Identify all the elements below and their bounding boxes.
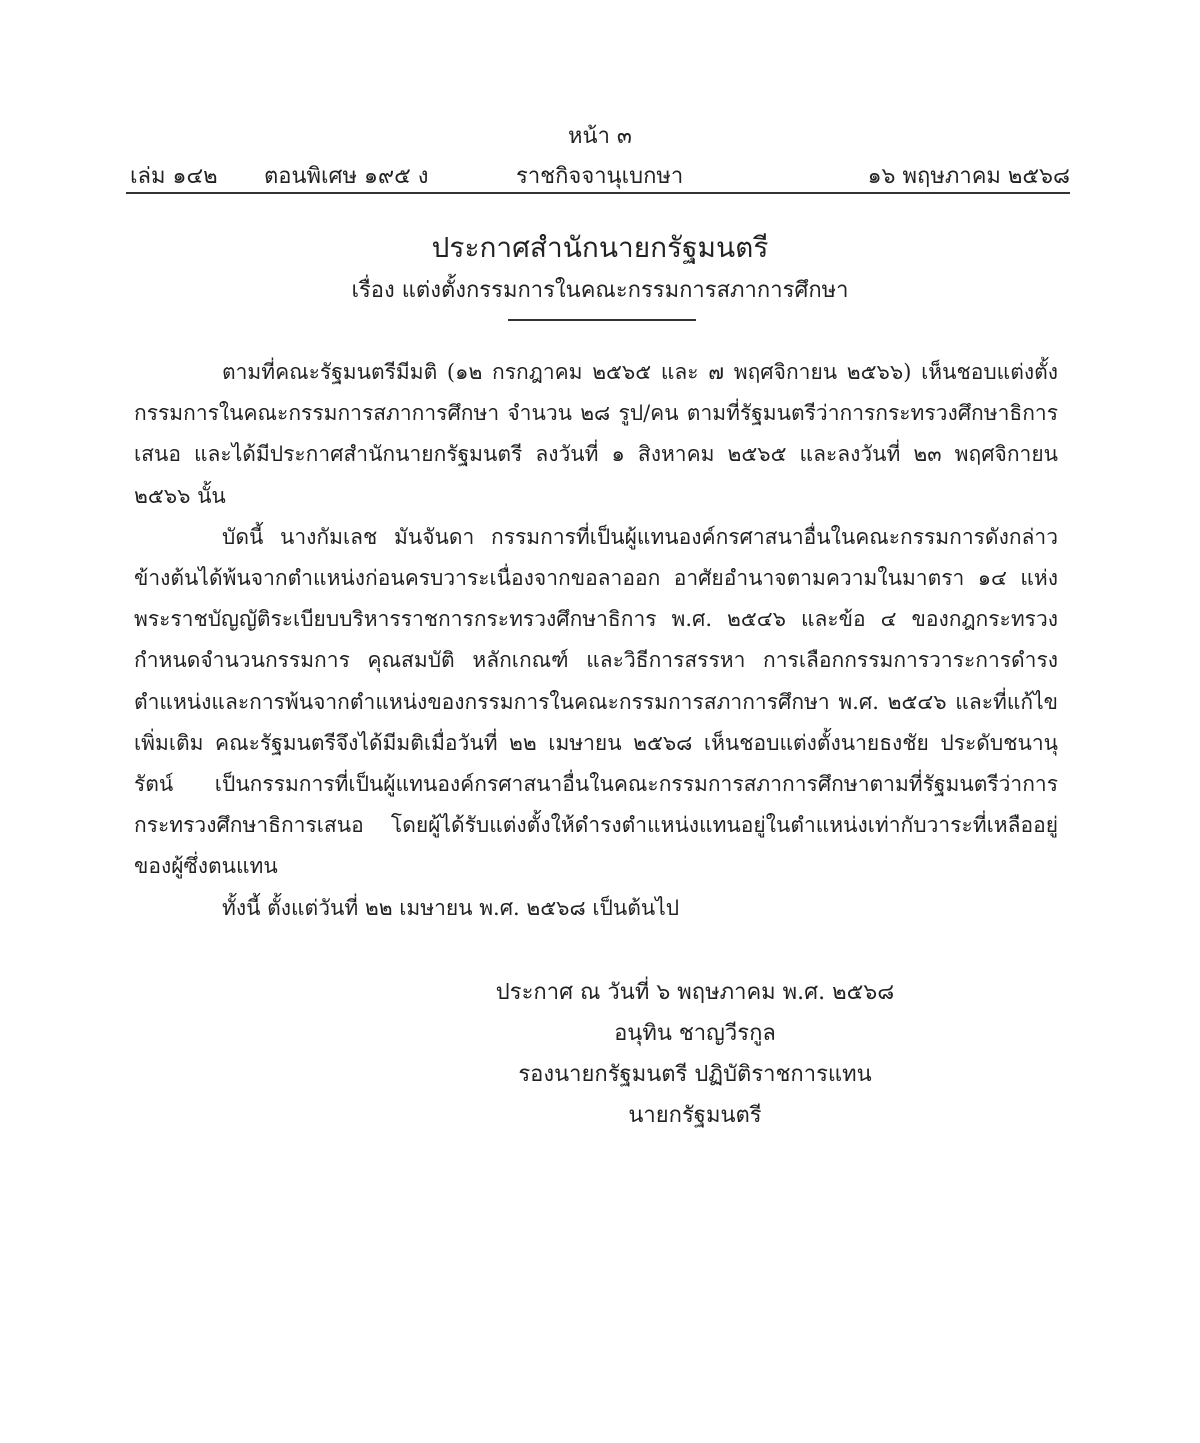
paragraph-1: ตามที่คณะรัฐมนตรีมีมติ (๑๒ กรกฎาคม ๒๕๖๕ และ ๗ พฤศจิกายน ๒๕๖๖) เห็นชอบแต่งตั้งกรรมการในคณะกรรมการสภาการศึกษา จำนวน ๒๘ รูป/คน ตามที่รัฐมนตรีว่าการกระทรวงศึกษาธิการเสนอ และได้มีประกาศสำนักนายกรัฐมนตรี ลงวันที่ ๑ สิงหาคม ๒๕๖๕ และลงวันที่ ๒๓ พฤศจิกายน ๒๕๖๖ นั้น	[134, 360, 1058, 508]
publication-date: ๑๖ พฤษภาคม ๒๕๖๘	[867, 164, 1070, 189]
signature-block	[460, 972, 930, 1136]
section-label: ตอนพิเศษ ๑๙๕ ง	[264, 164, 429, 189]
signatory-name: อนุทิน ชาญวีรกูล	[614, 1021, 776, 1046]
gazette-header	[130, 158, 1070, 190]
signatory-position-2: นายกรัฐมนตรี	[628, 1103, 762, 1128]
title-divider	[508, 319, 696, 321]
announcement-title: ประกาศสำนักนายกรัฐมนตรี	[431, 231, 769, 264]
paragraph-3: ทั้งนี้ ตั้งแต่วันที่ ๒๒ เมษายน พ.ศ. ๒๕๖๘ เป็นต้นไป	[222, 895, 680, 920]
announcement-body	[134, 352, 1058, 929]
page-number: หน้า ๓	[568, 124, 632, 149]
signatory-position: รองนายกรัฐมนตรี ปฏิบัติราชการแทน	[518, 1062, 872, 1087]
paragraph-2: บัดนี้ นางกัมเลช มันจันดา กรรมการที่เป็นผู้แทนองค์กรศาสนาอื่นในคณะกรรมการดังกล่าวข้างต้นได้พ้นจากตำแหน่งก่อนครบวาระเนื่องจากขอลาออก อาศัยอำนาจตามความในมาตรา ๑๔ แห่งพระราชบัญญัติระเบียบบริหารราชการกระทรวงศึกษาธิการ พ.ศ. ๒๕๔๖ และข้อ ๔ ของกฎกระทรวงกำหนดจำนวนกรรมการ คุณสมบัติ หลักเกณฑ์ และวิธีการสรรหา การเลือกกรรมการวาระการดำรงตำแหน่งและการพ้นจากตำแหน่งของกรรมการในคณะกรรมการสภาการศึกษา พ.ศ. ๒๕๔๖ และที่แก้ไขเพิ่มเติม คณะรัฐมนตรีจึงได้มีมติเมื่อวันที่ ๒๒ เมษายน ๒๕๖๘ เห็นชอบแต่งตั้งนายธงชัย ประดับชนานุรัตน์ เป็นกรรมการที่เป็นผู้แทนองค์กรศาสนาอื่นในคณะกรรมการสภาการศึกษาตามที่รัฐมนตรีว่าการกระทรวงศึกษาธิการเสนอ โดยผู้ได้รับแต่งตั้งให้ดำรงตำแหน่งแทนอยู่ในตำแหน่งเท่ากับวาระที่เหลืออยู่ของผู้ซึ่งตนแทน	[134, 524, 1058, 879]
header-divider	[126, 192, 1070, 194]
volume-label: เล่ม ๑๔๒	[130, 164, 218, 189]
announcement-subject: เรื่อง แต่งตั้งกรรมการในคณะกรรมการสภาการศึกษา	[351, 278, 849, 303]
gazette-name: ราชกิจจานุเบกษา	[516, 164, 684, 189]
announcement-date-line: ประกาศ ณ วันที่ ๖ พฤษภาคม พ.ศ. ๒๕๖๘	[495, 980, 895, 1005]
